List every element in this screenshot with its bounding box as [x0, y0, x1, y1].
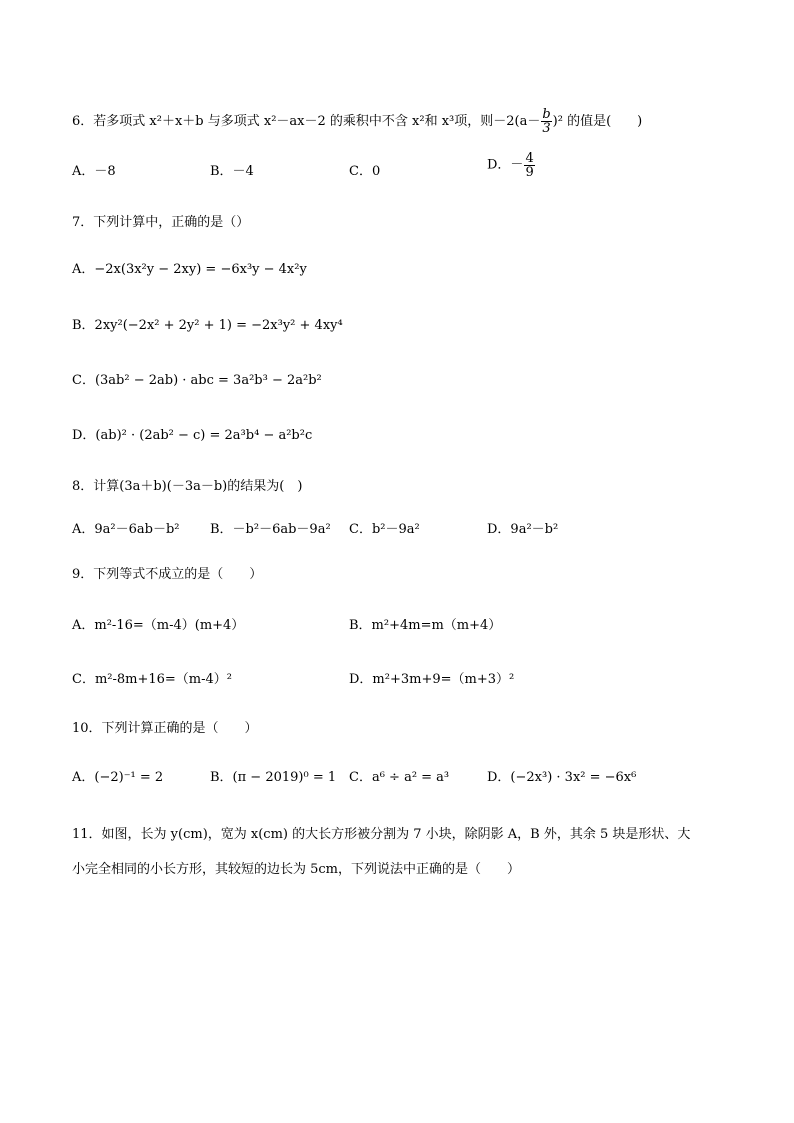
q7-option-a[interactable]: A．−2x(3x²y − 2xy) = −6x³y − 4x²y	[72, 262, 307, 277]
q11-stem-line2: 小完全相同的小长方形，其较短的边长为 5cm，下列说法中正确的是（ ）	[72, 862, 521, 877]
q6-option-d-denominator: 9	[525, 165, 534, 180]
q10-option-d[interactable]: D．(−2x³) · 3x² = −6x⁶	[487, 770, 637, 785]
q10-option-b[interactable]: B．(π − 2019)⁰ = 1	[210, 770, 337, 785]
q7-option-c[interactable]: C．(3ab² − 2ab) · abc = 3a²b³ − 2a²b²	[72, 373, 322, 388]
q6-option-d-numerator: 4	[525, 151, 534, 166]
q8-option-a[interactable]: A．9a²－6ab－b²	[72, 522, 180, 537]
q6-option-d-prefix: D．－	[487, 157, 524, 173]
q9-stem: 9．下列等式不成立的是（ ）	[72, 567, 263, 582]
q8-option-d[interactable]: D．9a²－b²	[487, 522, 559, 537]
q8-stem: 8．计算(3a＋b)(－3a－b)的结果为( )	[72, 479, 303, 494]
q6-stem-part-a: 6．若多项式 x²＋x＋b 与多项式 x²－ax－2 的乘积中不含 x²和 x³项，则－2(a－	[72, 114, 541, 129]
q6-option-c[interactable]: C．0	[349, 164, 381, 179]
q10-stem: 10．下列计算正确的是（ ）	[72, 721, 258, 736]
q6-stem	[72, 108, 642, 135]
q8-option-c[interactable]: C．b²－9a²	[349, 522, 420, 537]
q7-stem: 7．下列计算中，正确的是（）	[72, 215, 250, 230]
q10-option-c[interactable]: C．a⁶ ÷ a² = a³	[349, 770, 450, 785]
q9-option-b[interactable]: B．m²+4m=m（m+4）	[349, 618, 502, 633]
q6-option-d[interactable]	[487, 152, 536, 179]
q11-stem-line1: 11．如图，长为 y(cm)，宽为 x(cm) 的大长方形被分割为 7 小块，除阴影 A，B 外，其余 5 块是形状、大	[72, 827, 691, 842]
q6-option-b[interactable]: B．－4	[210, 164, 254, 179]
q10-option-a[interactable]: A．(−2)⁻¹ = 2	[72, 770, 164, 785]
q7-option-b[interactable]: B．2xy²(−2x² + 2y² + 1) = −2x³y² + 4xy⁴	[72, 318, 343, 333]
q8-option-b[interactable]: B．－b²－6ab－9a²	[210, 522, 331, 537]
q9-option-d[interactable]: D．m²+3m+9=（m+3）²	[349, 672, 515, 687]
q6-option-a[interactable]: A．－8	[72, 164, 116, 179]
q7-option-d[interactable]: D．(ab)² · (2ab² − c) = 2a³b⁴ − a²b²c	[72, 428, 313, 443]
q6-stem-part-b: )² 的值是( )	[552, 114, 643, 129]
q6-option-d-fraction	[524, 152, 534, 179]
q6-frac-denominator: 3	[542, 121, 551, 136]
q9-option-c[interactable]: C．m²-8m+16=（m-4）²	[72, 672, 233, 687]
q6-frac-numerator: b	[542, 107, 551, 122]
q6-fraction-b-over-3	[541, 108, 551, 135]
q9-option-a[interactable]: A．m²-16=（m-4）(m+4）	[72, 618, 245, 633]
